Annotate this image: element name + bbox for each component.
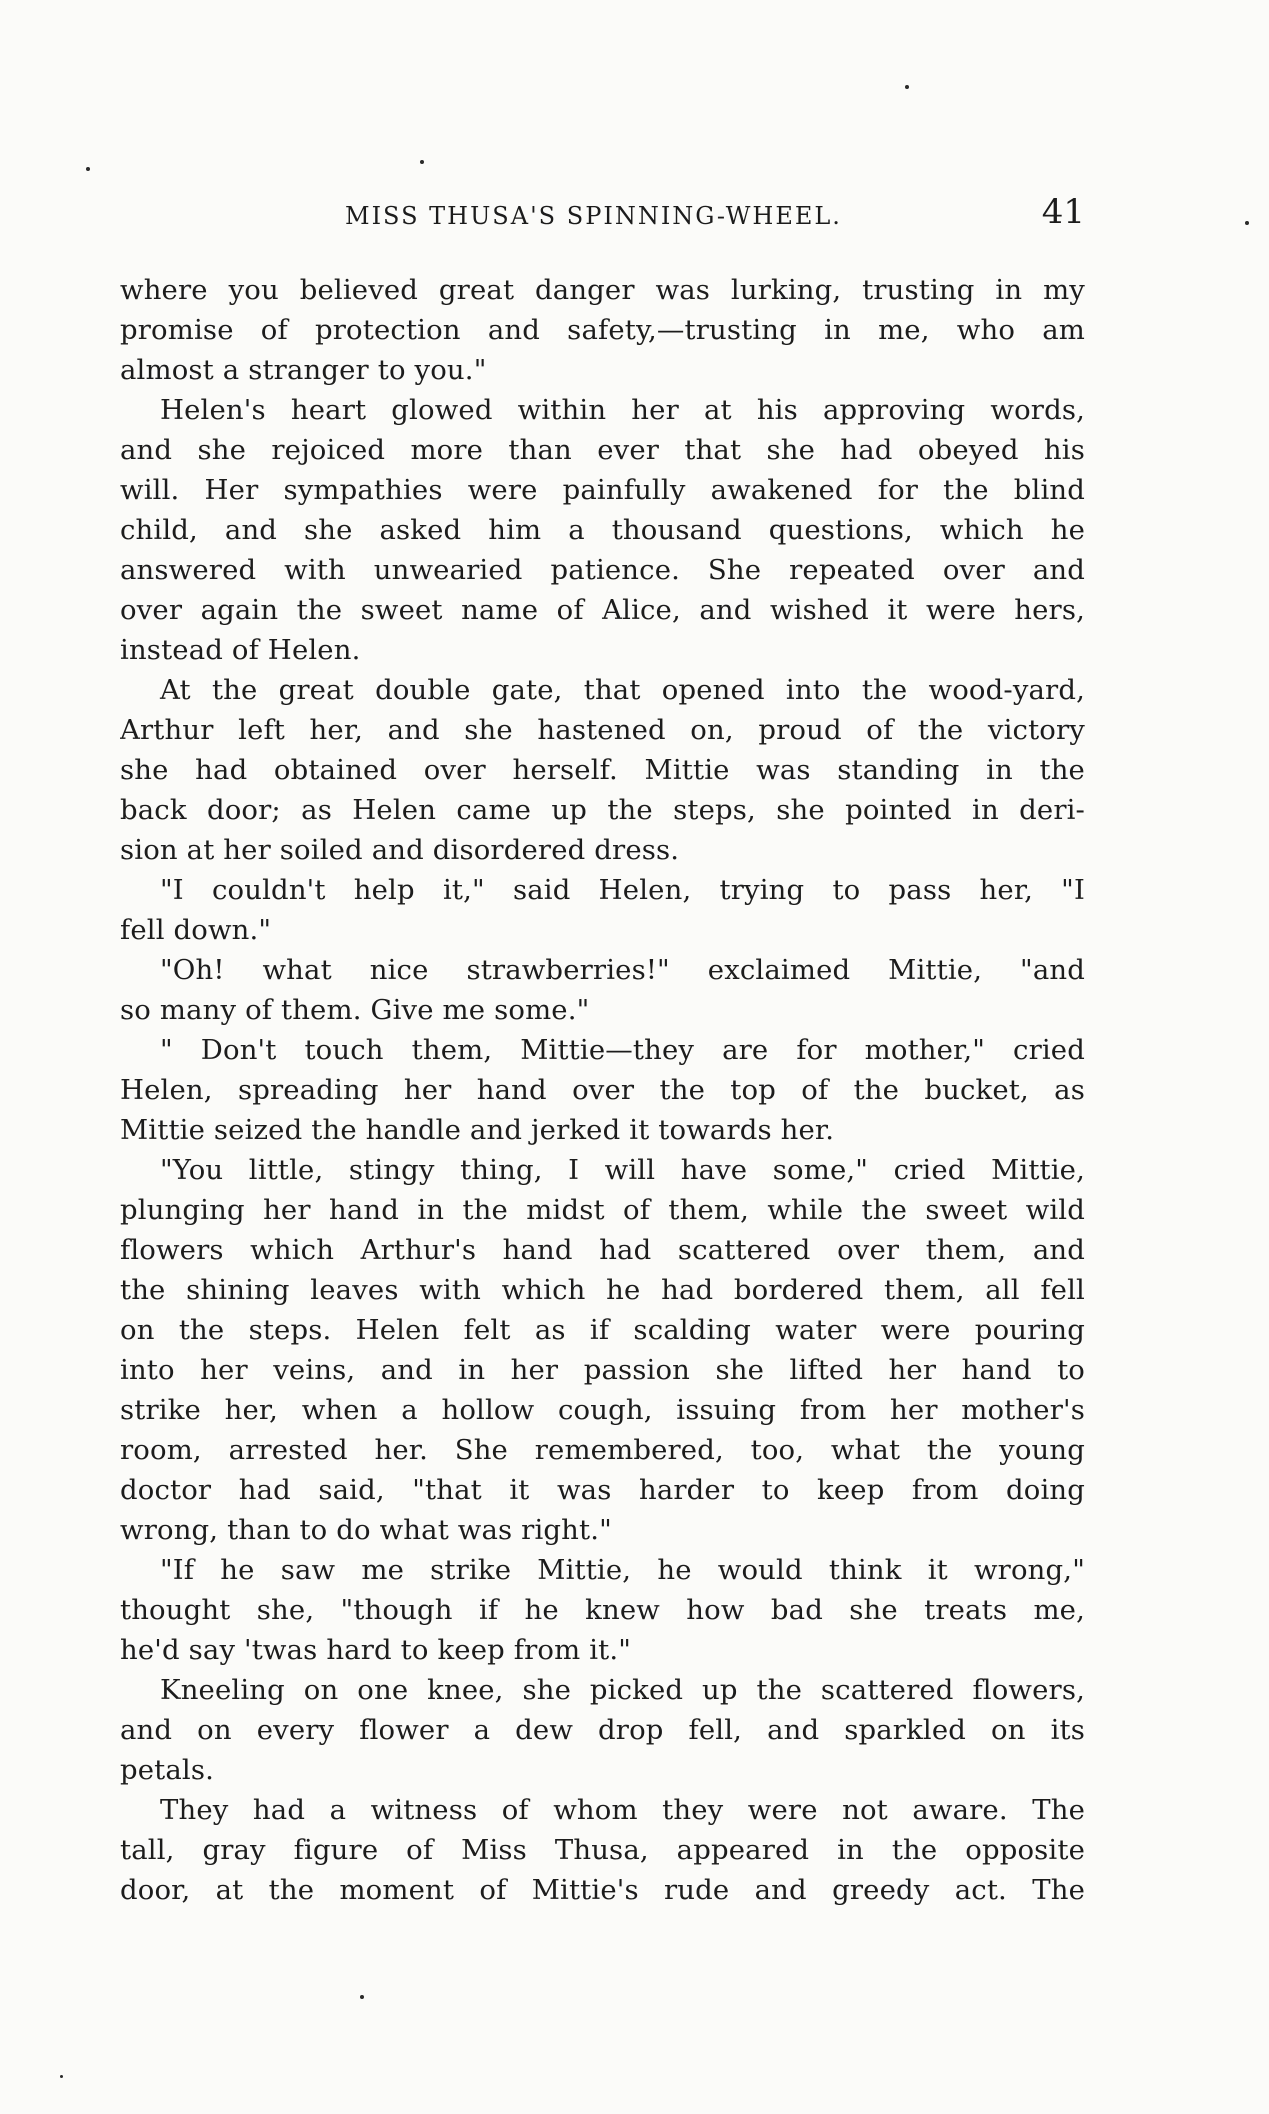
text-line: room, arrested her. She remembered, too, what the young <box>120 1434 1085 1466</box>
text-line: so many of them. Give me some." <box>120 994 590 1026</box>
text-line: Helen's heart glowed within her at his approving words, <box>160 394 1085 426</box>
text-line: child, and she asked him a thousand questions, which he <box>120 514 1085 546</box>
text-line: At the great double gate, that opened into the wood-yard, <box>160 674 1085 706</box>
text-line: "You little, stingy thing, I will have some," cried Mittie, <box>160 1154 1085 1186</box>
text-line: "Oh! what nice strawberries!" exclaimed Mittie, "and <box>160 954 1085 986</box>
text-line: Mittie seized the handle and jerked it towards her. <box>120 1114 835 1146</box>
text-line: flowers which Arthur's hand had scattered over them, and <box>120 1234 1085 1266</box>
text-line: strike her, when a hollow cough, issuing from her mother's <box>120 1394 1085 1426</box>
running-title: MISS THUSA'S SPINNING-WHEEL. <box>345 202 842 230</box>
text-line: where you believed great danger was lurking, trusting in my <box>120 274 1085 306</box>
text-line: fell down." <box>120 914 272 946</box>
page-number: 41 <box>1041 192 1085 232</box>
text-line: sion at her soiled and disordered dress. <box>120 834 680 866</box>
text-line: doctor had said, "that it was harder to keep from doing <box>120 1474 1085 1506</box>
ink-speck <box>420 160 424 164</box>
text-line: instead of Helen. <box>120 634 361 666</box>
text-line: into her veins, and in her passion she lifted her hand to <box>120 1354 1085 1386</box>
ink-speck <box>60 2075 63 2078</box>
text-line: petals. <box>120 1754 215 1786</box>
text-line: They had a witness of whom they were not aware. The <box>160 1794 1085 1826</box>
text-line: she had obtained over herself. Mittie was standing in the <box>120 754 1085 786</box>
text-line: Arthur left her, and she hastened on, proud of the victory <box>120 714 1085 746</box>
text-line: he'd say 'twas hard to keep from it." <box>120 1634 632 1666</box>
text-line: tall, gray figure of Miss Thusa, appeared in the opposite <box>120 1834 1085 1866</box>
text-line: "I couldn't help it," said Helen, trying to pass her, "I <box>160 874 1085 906</box>
text-line: over again the sweet name of Alice, and wished it were hers, <box>120 594 1085 626</box>
text-line: plunging her hand in the midst of them, while the sweet wild <box>120 1194 1085 1226</box>
text-line: " Don't touch them, Mittie—they are for mother," cried <box>160 1034 1085 1066</box>
ink-speck <box>905 85 909 89</box>
text-line: will. Her sympathies were painfully awakened for the blind <box>120 474 1085 506</box>
ink-speck <box>360 1995 364 1999</box>
text-line: back door; as Helen came up the steps, she pointed in deri- <box>120 794 1085 826</box>
text-line: thought she, "though if he knew how bad she treats me, <box>120 1594 1085 1626</box>
text-line: promise of protection and safety,—trusting in me, who am <box>120 314 1085 346</box>
text-line: and on every flower a dew drop fell, and sparkled on its <box>120 1714 1085 1746</box>
page-header <box>120 192 1085 242</box>
text-line: door, at the moment of Mittie's rude and greedy act. The <box>120 1874 1085 1906</box>
text-line: almost a stranger to you." <box>120 354 487 386</box>
ink-speck <box>1245 221 1249 225</box>
text-line: wrong, than to do what was right." <box>120 1514 612 1546</box>
body-text <box>120 270 1085 1910</box>
text-line: Kneeling on one knee, she picked up the scattered flowers, <box>160 1674 1085 1706</box>
text-line: on the steps. Helen felt as if scalding water were pouring <box>120 1314 1085 1346</box>
ink-speck <box>86 167 90 171</box>
text-line: and she rejoiced more than ever that she had obeyed his <box>120 434 1085 466</box>
text-line: answered with unwearied patience. She repeated over and <box>120 554 1085 586</box>
text-line: Helen, spreading her hand over the top of the bucket, as <box>120 1074 1085 1106</box>
text-line: "If he saw me strike Mittie, he would think it wrong," <box>160 1554 1085 1586</box>
text-line: the shining leaves with which he had bordered them, all fell <box>120 1274 1085 1306</box>
